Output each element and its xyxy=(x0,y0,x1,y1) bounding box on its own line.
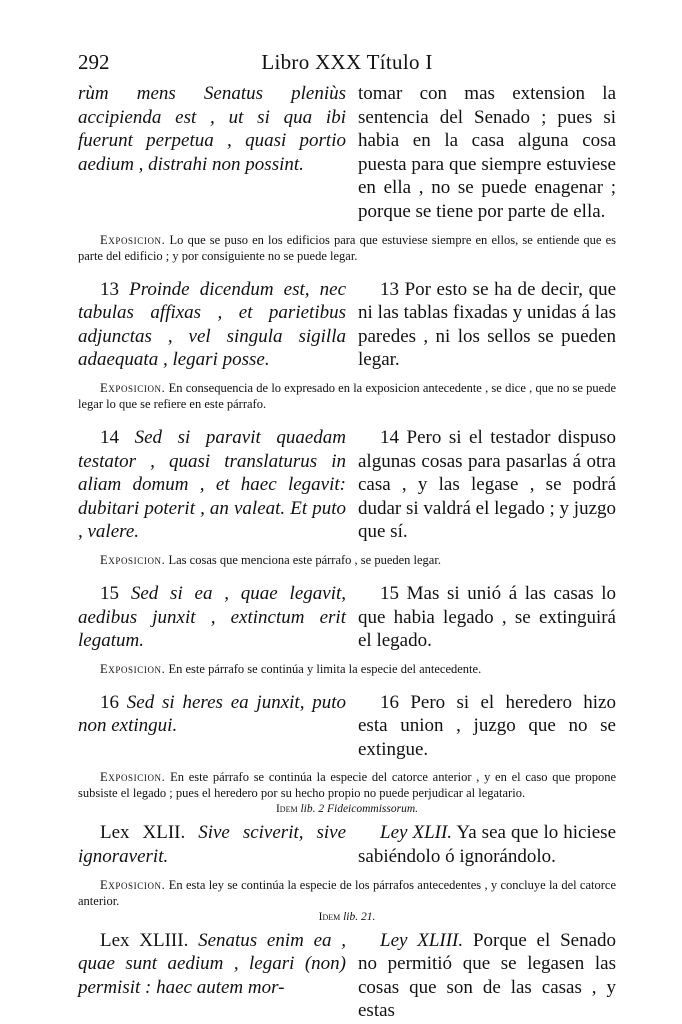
latin-paragraph xyxy=(78,278,346,372)
spanish-text: Pero si el testador dispuso algunas cosas para pasarlas á otra casa , y las legase , se podrá dudar si valdrá el legado ; y juzgo que sí. xyxy=(358,426,617,543)
latin-paragraph xyxy=(78,426,346,544)
exposition-label: Exposicion. xyxy=(100,877,166,892)
exposition xyxy=(78,661,616,677)
exposition-text: En consequencia de lo expresado en la exposicion antecedente , se dice , que no se puede legar lo que se refiere en este párrafo. xyxy=(78,380,616,411)
source-reference: lib. 21. xyxy=(343,910,376,923)
exposition-label: Exposicion. xyxy=(100,380,166,395)
law-heading: Lex XLIII. xyxy=(100,929,189,951)
exposition xyxy=(78,877,616,909)
spanish-paragraph xyxy=(358,582,616,653)
document-page xyxy=(78,48,616,1023)
paragraph-pair xyxy=(78,278,616,372)
paragraph-pair xyxy=(78,82,616,224)
paragraph-number: 16 xyxy=(100,691,119,713)
latin-text: Proinde dicendum est, nec tabulas affixas , et parietibus adjunctas , vel singula sigilla adaequata , legari posse. xyxy=(78,278,346,371)
latin-text: Sive sciverit, sive ignoraverit. xyxy=(78,822,347,868)
source-citation xyxy=(78,803,616,815)
spanish-text: Porque el Senado no permitió que se legasen las cosas que son de las casas , y estas xyxy=(358,929,616,1022)
latin-paragraph xyxy=(78,582,346,653)
paragraph-number: 13 xyxy=(380,278,399,300)
paragraph-pair xyxy=(78,426,616,544)
latin-paragraph xyxy=(78,691,346,762)
page-header xyxy=(78,48,616,82)
exposition-text: En este párrafo se continúa la especie del catorce anterior , y en el caso que propone subsiste el legado ; pues el heredero por su hecho propio no puede perjudicar al legatario. xyxy=(78,770,617,801)
exposition-label: Exposicion. xyxy=(100,770,166,785)
paragraph-number: 14 xyxy=(380,426,399,448)
spanish-paragraph xyxy=(358,929,616,1023)
page-number: 292 xyxy=(78,50,110,74)
exposition xyxy=(78,769,616,801)
source-reference: lib. 2 Fideicommissorum. xyxy=(300,803,419,816)
running-title: Libro XXX Título I xyxy=(261,50,433,74)
source-author: Idem xyxy=(318,910,341,923)
law-heading: Ley XLIII. xyxy=(380,929,464,951)
exposition xyxy=(78,380,616,412)
spanish-text: Pero si el heredero hizo esta union , juzgo que no se extingue. xyxy=(358,691,616,760)
exposition-text: Las cosas que menciona este párrafo , se pueden legar. xyxy=(168,552,441,567)
paragraph-number: 15 xyxy=(100,582,119,604)
law-heading: Ley XLII. xyxy=(380,822,453,844)
law-pair xyxy=(78,929,616,1023)
latin-text: Sed si ea , quae legavit, aedibus junxit , extinctum erit legatum. xyxy=(78,582,346,652)
spanish-text: Mas si unió á las casas lo que habia legado , se extinguirá el legado. xyxy=(358,582,617,652)
spanish-paragraph xyxy=(358,278,616,372)
paragraph-pair xyxy=(78,582,616,653)
paragraph-pair xyxy=(78,691,616,762)
source-author: Idem xyxy=(275,803,298,816)
exposition-label: Exposicion. xyxy=(100,661,166,676)
latin-text: Senatus enim ea , quae sunt aedium , legari (non) permisit : haec autem mor- xyxy=(78,929,346,998)
latin-text: Sed si heres ea junxit, puto non extingui. xyxy=(78,691,347,737)
law-pair xyxy=(78,821,616,868)
latin-text: Sed si paravit quaedam testator , quasi translaturus in aliam domum , et haec legavit: dubitari poterit , an valeat. Et puto , valere. xyxy=(78,426,346,543)
exposition-text: Lo que se puso en los edificios para que estuviese siempre en ellos, se entiende que es parte del edificio ; y por consiguiente no se puede legar. xyxy=(78,232,617,263)
source-citation xyxy=(78,911,616,923)
exposition xyxy=(78,552,616,568)
spanish-paragraph xyxy=(358,426,616,544)
exposition-label: Exposicion. xyxy=(100,552,166,567)
paragraph-number: 16 xyxy=(380,691,399,713)
spanish-text: Ya sea que lo hiciese sabiéndolo ó ignorándolo. xyxy=(358,822,617,868)
spanish-paragraph xyxy=(358,691,616,762)
law-heading: Lex XLII. xyxy=(100,822,186,844)
paragraph-number: 13 xyxy=(100,278,119,300)
exposition-label: Exposicion. xyxy=(100,232,166,247)
spanish-text: Por esto se ha de decir, que ni las tablas fixadas y unidas á las paredes , ni los sellos se pueden legar. xyxy=(358,278,616,371)
latin-text: rùm mens Senatus pleniùs accipienda est , ut si qua ibi fuerunt perpetua , quasi portio aedium , distrahi non possint. xyxy=(78,83,346,175)
exposition-text: En esta ley se continúa la especie de los párrafos antecedentes , y concluye la del catorce anterior. xyxy=(78,877,617,908)
paragraph-number: 15 xyxy=(380,582,399,604)
exposition-text: En este párrafo se continúa y limita la especie del antecedente. xyxy=(168,661,482,676)
exposition xyxy=(78,232,616,264)
paragraph-number: 14 xyxy=(100,426,119,448)
latin-paragraph xyxy=(78,929,346,1023)
spanish-text: tomar con mas extension la sentencia del Senado ; pues si habia en la casa alguna cosa puesta para que siempre estuviese en ella , no se puede enagenar ; porque se tiene por parte de ella. xyxy=(358,83,616,222)
latin-paragraph xyxy=(78,821,346,868)
spanish-paragraph xyxy=(358,821,616,868)
